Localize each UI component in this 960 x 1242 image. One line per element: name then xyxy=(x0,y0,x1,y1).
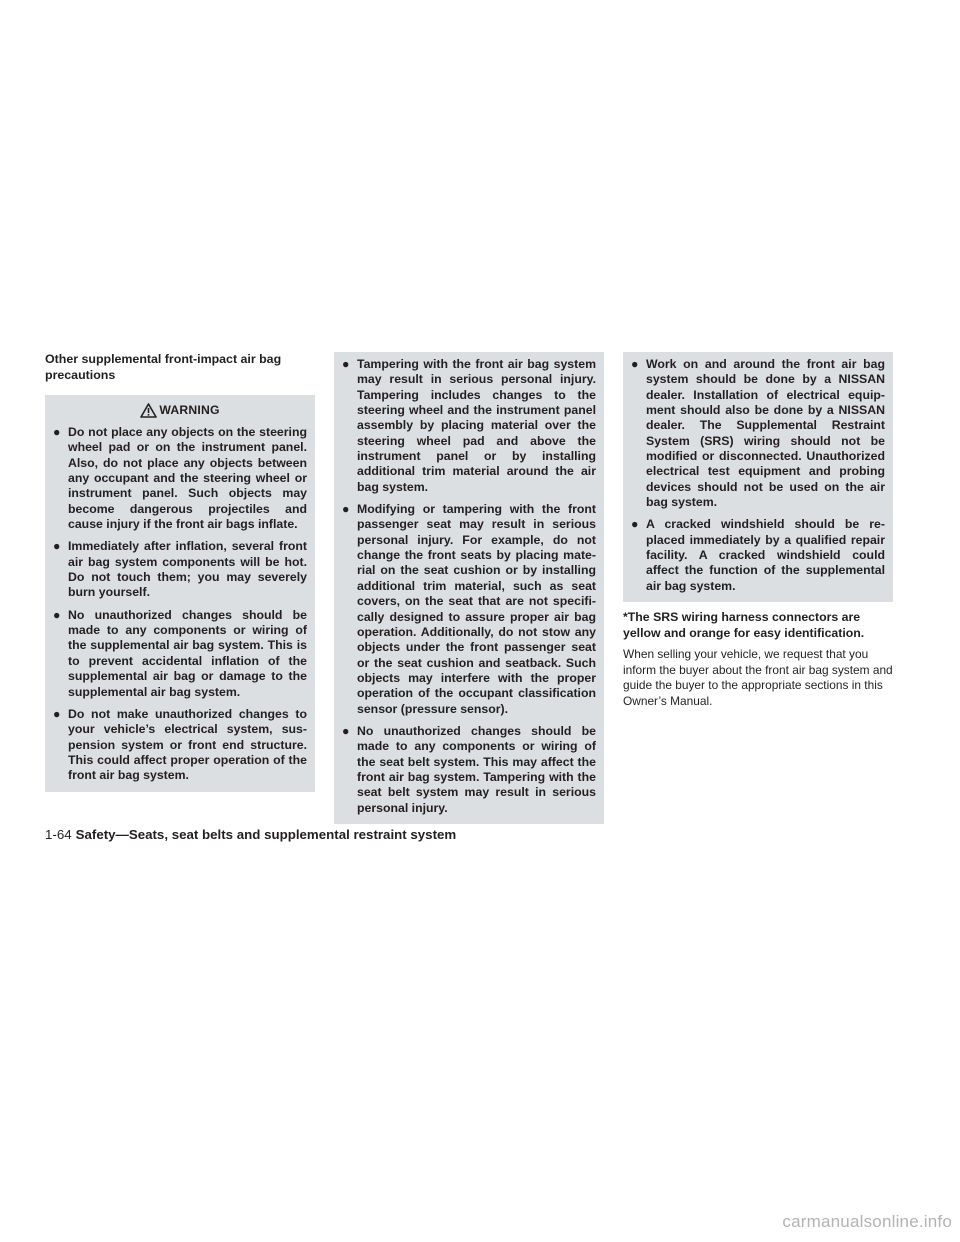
warning-box xyxy=(45,395,315,792)
list-item: ● Do not place any objects on the steering wheel pad or on the instrument panel. Also, do not place any objects between any occupant and the steering wheel or instrument panel. Such objects may become dangerous projectiles and cause injury if the front air bags inflate. xyxy=(53,425,307,532)
warning-triangle-icon xyxy=(140,403,157,418)
bullet-icon: ● xyxy=(342,502,350,517)
list-item: ● Immediately after inflation, several front air bag system components will be hot. Do not touch them; you may severely burn yourself. xyxy=(53,539,307,600)
section-title: Other supplemental front-impact air bag precautions xyxy=(45,352,282,382)
bullet-icon: ● xyxy=(631,357,639,371)
bullet-icon: ● xyxy=(342,357,350,371)
bullet-icon: ● xyxy=(342,723,350,738)
warning-list xyxy=(342,357,596,816)
bullet-icon: ● xyxy=(53,607,61,622)
srs-note: *The SRS wiring harness connectors are yellow and orange for easy identification. xyxy=(623,610,865,640)
warning-label: WARNING xyxy=(159,403,220,417)
column-3 xyxy=(623,352,893,709)
bullet-icon: ● xyxy=(53,539,61,554)
chapter-title: Safety—Seats, seat belts and supplemental restraint system xyxy=(75,827,457,842)
list-item: ● Do not make unauthorized changes to your vehicle’s electrical system, suspension system or front end structure. This could affect proper operation of the front air bag system. xyxy=(53,706,307,783)
warning-list xyxy=(53,425,307,784)
column-2 xyxy=(334,352,604,824)
selling-note: When selling your vehicle, we request that you inform the buyer about the front air bag system and guide the buyer to the appropriate sections in this Owner’s Manual. xyxy=(623,647,893,708)
list-item: ● Work on and around the front air bag system should be done by a NISSAN dealer. Installation of electrical equipment should also be done by a NISSAN dealer. The Supplemental Restraint System (SRS) wiring should not be modified or disconnected. Unauthorized electrical test equipment and probing devices should not be used on the air bag system. xyxy=(631,357,885,510)
bullet-icon: ● xyxy=(53,706,61,721)
list-item: ● No unauthorized changes should be made to any components or wiring of the supplemental air bag system. This is to prevent accidental inflation of the supplemental air bag or damage to the supplemental air bag system. xyxy=(53,607,307,699)
page-footer xyxy=(45,827,456,842)
list-item: ● A cracked windshield should be replaced immediately by a qualified repair facility. A cracked windshield could affect the function of the supplemental air bag system. xyxy=(631,517,885,593)
bullet-icon: ● xyxy=(53,425,61,439)
warning-box-continued xyxy=(334,352,604,824)
list-item: ● Tampering with the front air bag system may result in serious personal injury. Tampering includes changes to the steering wheel and the instrument panel assembly by placing material over the steering wheel pad and above the instrument panel or by installing additional trim material around the air bag system. xyxy=(342,357,596,494)
column-1 xyxy=(45,352,315,792)
watermark: carmanualsonline.info xyxy=(782,1212,952,1231)
page-number: 1-64 xyxy=(45,827,72,842)
list-item: ● Modifying or tampering with the front passenger seat may result in serious personal injury. For example, do not change the front seats by placing material on the seat cushion or by installing additional trim material, such as seat covers, on the seat that are not specifically designed to assure proper air bag operation. Additionally, do not stow any objects under the front passenger seat or the seat cushion and seatback. Such objects may interfere with the proper operation of the occupant classification sensor (pressure sensor). xyxy=(342,502,596,716)
bullet-icon: ● xyxy=(631,517,639,532)
warning-list xyxy=(631,357,885,594)
warning-header xyxy=(53,401,307,419)
list-item: ● No unauthorized changes should be made to any components or wiring of the seat belt system. This may affect the front air bag system. Tampering with the seat belt system may result in serious personal injury. xyxy=(342,723,596,815)
warning-box-continued xyxy=(623,352,893,602)
